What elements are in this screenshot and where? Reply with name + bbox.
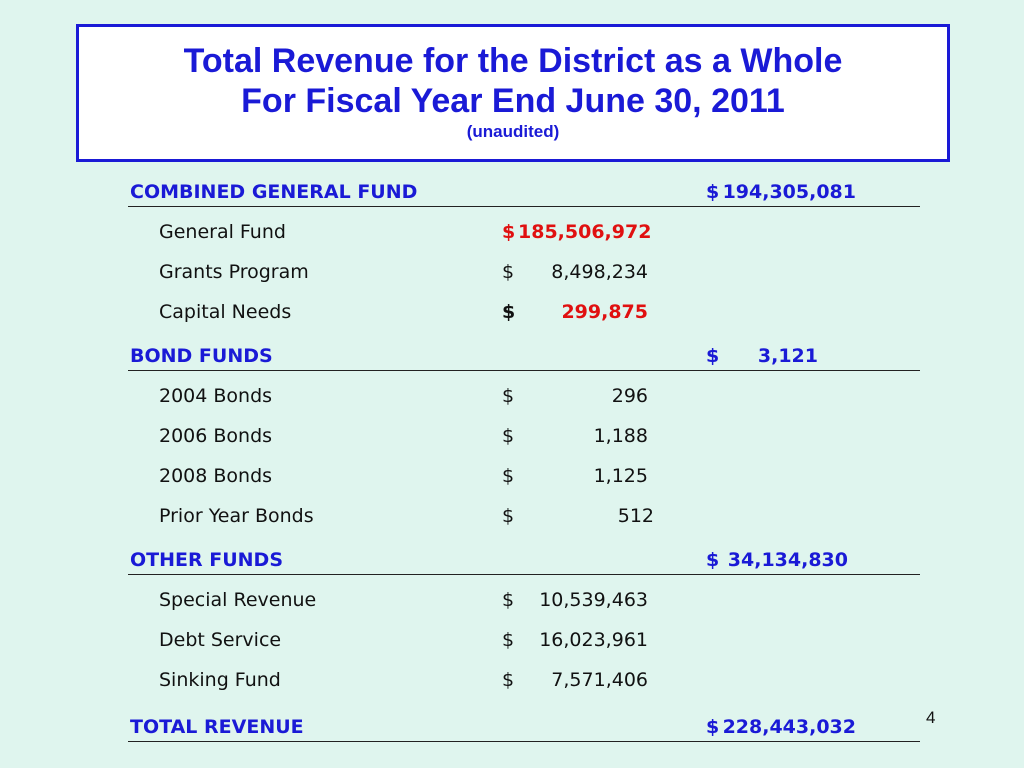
item-amount: 512 — [617, 505, 654, 527]
item-currency: $ — [502, 301, 516, 323]
item-amount: 7,571,406 — [551, 669, 648, 691]
item-currency: $ — [502, 465, 515, 487]
item-amount: 10,539,463 — [539, 589, 648, 611]
item-2008-bonds — [128, 464, 920, 488]
item-label: 2004 Bonds — [159, 385, 273, 407]
item-label: 2008 Bonds — [159, 465, 273, 487]
section-amount: 194,305,081 — [722, 181, 856, 203]
item-currency: $ — [502, 261, 515, 283]
item-amount: 299,875 — [561, 301, 648, 323]
item-special-revenue — [128, 588, 920, 612]
item-label: Grants Program — [159, 261, 309, 283]
item-label: Prior Year Bonds — [159, 505, 314, 527]
item-2004-bonds — [128, 384, 920, 408]
section-currency: $ — [706, 181, 720, 203]
title-line-2: For Fiscal Year End June 30, 2011 — [241, 82, 785, 120]
item-amount: 1,188 — [593, 425, 648, 447]
item-sinking-fund — [128, 668, 920, 692]
item-amount: 8,498,234 — [551, 261, 648, 283]
item-amount: 185,506,972 — [518, 221, 652, 243]
section-label: BOND FUNDS — [130, 345, 273, 367]
section-amount: 34,134,830 — [727, 549, 848, 571]
section-label: OTHER FUNDS — [130, 549, 284, 571]
item-amount: 1,125 — [593, 465, 648, 487]
page-number: 4 — [926, 708, 936, 727]
item-capital-needs — [128, 300, 920, 324]
item-currency: $ — [502, 669, 515, 691]
item-debt-service — [128, 628, 920, 652]
item-general-fund — [128, 220, 920, 244]
item-label: Debt Service — [159, 629, 282, 651]
item-currency: $ — [502, 425, 515, 447]
total-amount: 228,443,032 — [722, 716, 856, 738]
item-currency: $ — [502, 385, 515, 407]
item-label: Special Revenue — [159, 589, 317, 611]
section-other-funds — [128, 548, 920, 575]
section-currency: $ — [706, 345, 720, 367]
section-combined-general-fund — [128, 180, 920, 207]
item-currency: $ — [502, 629, 515, 651]
section-amount: 3,121 — [757, 345, 818, 367]
item-label: General Fund — [159, 221, 286, 243]
item-currency: $ — [502, 589, 515, 611]
item-label: Capital Needs — [159, 301, 292, 323]
section-bond-funds — [128, 344, 920, 371]
section-currency: $ — [706, 549, 720, 571]
item-amount: 16,023,961 — [539, 629, 648, 651]
item-currency: $ — [502, 505, 515, 527]
item-amount: 296 — [611, 385, 648, 407]
item-grants-program — [128, 260, 920, 284]
item-label: Sinking Fund — [159, 669, 281, 691]
item-label: 2006 Bonds — [159, 425, 273, 447]
title-box — [76, 24, 950, 162]
subtitle: (unaudited) — [466, 122, 560, 141]
item-currency: $ — [502, 221, 516, 243]
title-line-1: Total Revenue for the District as a Whole — [183, 42, 843, 80]
section-total-revenue — [128, 715, 920, 742]
item-prior-year-bonds — [128, 504, 920, 528]
item-2006-bonds — [128, 424, 920, 448]
total-label: TOTAL REVENUE — [130, 716, 304, 738]
total-currency: $ — [706, 716, 720, 738]
section-label: COMBINED GENERAL FUND — [130, 181, 418, 203]
